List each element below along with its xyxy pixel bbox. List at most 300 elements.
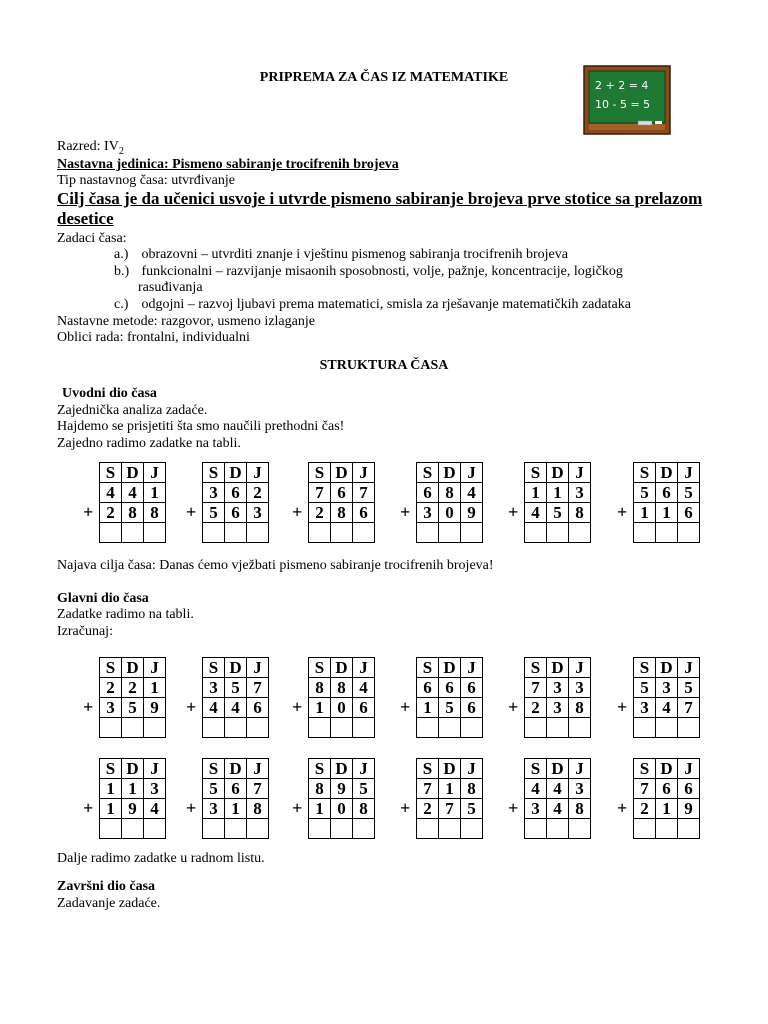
place-header: S bbox=[525, 759, 547, 779]
addition-problem bbox=[292, 758, 375, 839]
place-header: S bbox=[634, 658, 656, 678]
digit-cell: 3 bbox=[203, 483, 225, 503]
digit-grid bbox=[633, 758, 700, 839]
digit-cell: 3 bbox=[569, 779, 591, 799]
place-header: D bbox=[656, 463, 678, 483]
answer-cell[interactable] bbox=[461, 819, 483, 839]
place-header: J bbox=[353, 759, 375, 779]
intro-heading: Uvodni dio časa bbox=[62, 386, 157, 401]
digit-cell: 9 bbox=[678, 799, 700, 819]
plus-sign: + bbox=[400, 798, 411, 818]
digit-grid bbox=[524, 758, 591, 839]
answer-cell[interactable] bbox=[247, 718, 269, 738]
place-header: S bbox=[525, 658, 547, 678]
digit-grid bbox=[202, 657, 269, 738]
digit-cell: 8 bbox=[439, 483, 461, 503]
chalkboard-line-2: 10 - 5 = 5 bbox=[595, 98, 651, 111]
digit-cell: 3 bbox=[203, 678, 225, 698]
digit-cell: 7 bbox=[439, 799, 461, 819]
digit-cell: 6 bbox=[353, 503, 375, 523]
digit-cell: 3 bbox=[656, 678, 678, 698]
place-header: J bbox=[678, 463, 700, 483]
digit-cell: 1 bbox=[144, 678, 166, 698]
addition-problem bbox=[508, 657, 591, 738]
place-header: S bbox=[634, 463, 656, 483]
digit-cell: 3 bbox=[203, 799, 225, 819]
task-c-label: c.) bbox=[114, 297, 129, 312]
place-header: D bbox=[547, 463, 569, 483]
place-header: D bbox=[331, 463, 353, 483]
addition-problem bbox=[617, 462, 700, 543]
answer-cell[interactable] bbox=[634, 523, 656, 543]
answer-cell[interactable] bbox=[656, 819, 678, 839]
intro-line-3: Zajedno radimo zadatke na tabli. bbox=[57, 436, 241, 451]
place-header: S bbox=[417, 658, 439, 678]
digit-cell: 9 bbox=[331, 779, 353, 799]
digit-cell: 1 bbox=[144, 483, 166, 503]
digit-grid bbox=[524, 462, 591, 543]
place-header: D bbox=[122, 759, 144, 779]
digit-cell: 1 bbox=[309, 799, 331, 819]
digit-cell: 5 bbox=[203, 503, 225, 523]
digit-cell: 2 bbox=[247, 483, 269, 503]
answer-cell[interactable] bbox=[656, 523, 678, 543]
addition-problem bbox=[292, 462, 375, 543]
digit-cell: 8 bbox=[144, 503, 166, 523]
lesson-type: Tip nastavnog časa: utvrđivanje bbox=[57, 173, 235, 188]
answer-cell[interactable] bbox=[569, 523, 591, 543]
answer-cell[interactable] bbox=[331, 819, 353, 839]
final-line: Zadavanje zadaće. bbox=[57, 896, 161, 911]
answer-cell[interactable] bbox=[203, 718, 225, 738]
grade-subscript: 2 bbox=[118, 145, 124, 157]
place-header: S bbox=[417, 463, 439, 483]
digit-cell: 3 bbox=[569, 483, 591, 503]
answer-cell[interactable] bbox=[525, 718, 547, 738]
addition-problem bbox=[186, 462, 269, 543]
answer-cell[interactable] bbox=[634, 819, 656, 839]
plus-sign: + bbox=[292, 502, 303, 522]
task-c bbox=[114, 296, 631, 313]
place-header: D bbox=[439, 463, 461, 483]
plus-sign: + bbox=[508, 798, 519, 818]
task-a-text: obrazovni – utvrditi znanje i vještinu pismenog sabiranja trocifrenih brojeva bbox=[141, 247, 568, 262]
digit-cell: 7 bbox=[417, 779, 439, 799]
digit-cell: 9 bbox=[461, 503, 483, 523]
digit-cell: 2 bbox=[525, 698, 547, 718]
digit-cell: 1 bbox=[656, 503, 678, 523]
digit-cell: 8 bbox=[569, 503, 591, 523]
digit-cell: 3 bbox=[634, 698, 656, 718]
digit-cell: 6 bbox=[353, 698, 375, 718]
place-header: J bbox=[247, 759, 269, 779]
digit-cell: 6 bbox=[417, 678, 439, 698]
place-header: S bbox=[203, 658, 225, 678]
digit-cell: 5 bbox=[353, 779, 375, 799]
place-header: S bbox=[634, 759, 656, 779]
plus-sign: + bbox=[508, 502, 519, 522]
answer-cell[interactable] bbox=[525, 819, 547, 839]
digit-cell: 2 bbox=[634, 799, 656, 819]
lesson-goal: Cilj časa je da učenici usvoje i utvrde pismeno sabiranje brojeva prve stotice sa prelazom desetice bbox=[57, 189, 703, 228]
answer-cell[interactable] bbox=[309, 523, 331, 543]
digit-cell: 9 bbox=[122, 799, 144, 819]
place-header: J bbox=[678, 759, 700, 779]
plus-sign: + bbox=[617, 798, 628, 818]
answer-cell[interactable] bbox=[100, 718, 122, 738]
work-forms: Oblici rada: frontalni, individualni bbox=[57, 330, 250, 345]
answer-cell[interactable] bbox=[439, 523, 461, 543]
plus-sign: + bbox=[292, 798, 303, 818]
digit-cell: 6 bbox=[461, 678, 483, 698]
plus-sign: + bbox=[617, 697, 628, 717]
digit-grid bbox=[202, 462, 269, 543]
digit-cell: 6 bbox=[678, 503, 700, 523]
digit-cell: 5 bbox=[678, 483, 700, 503]
answer-cell[interactable] bbox=[331, 718, 353, 738]
addition-problem bbox=[400, 657, 483, 738]
main-heading: Glavni dio časa bbox=[57, 591, 149, 606]
place-header: S bbox=[309, 463, 331, 483]
digit-cell: 5 bbox=[461, 799, 483, 819]
answer-cell[interactable] bbox=[122, 523, 144, 543]
digit-cell: 8 bbox=[309, 678, 331, 698]
digit-cell: 4 bbox=[525, 779, 547, 799]
digit-cell: 1 bbox=[656, 799, 678, 819]
digit-cell: 1 bbox=[417, 698, 439, 718]
digit-cell: 6 bbox=[225, 779, 247, 799]
digit-cell: 7 bbox=[247, 678, 269, 698]
place-header: J bbox=[569, 759, 591, 779]
digit-cell: 4 bbox=[122, 483, 144, 503]
place-header: D bbox=[547, 759, 569, 779]
workbook-note: Dalje radimo zadatke u radnom listu. bbox=[57, 851, 265, 866]
digit-cell: 5 bbox=[634, 483, 656, 503]
answer-cell[interactable] bbox=[417, 523, 439, 543]
plus-sign: + bbox=[186, 697, 197, 717]
place-header: D bbox=[547, 658, 569, 678]
digit-cell: 8 bbox=[122, 503, 144, 523]
digit-cell: 3 bbox=[569, 678, 591, 698]
place-header: D bbox=[331, 658, 353, 678]
plus-sign: + bbox=[400, 502, 411, 522]
digit-grid bbox=[633, 462, 700, 543]
place-header: J bbox=[461, 463, 483, 483]
place-header: S bbox=[309, 658, 331, 678]
digit-cell: 7 bbox=[247, 779, 269, 799]
answer-cell[interactable] bbox=[547, 718, 569, 738]
answer-cell[interactable] bbox=[122, 718, 144, 738]
place-header: J bbox=[247, 658, 269, 678]
digit-cell: 8 bbox=[461, 779, 483, 799]
digit-cell: 8 bbox=[331, 678, 353, 698]
digit-cell: 6 bbox=[678, 779, 700, 799]
digit-cell: 6 bbox=[247, 698, 269, 718]
plus-sign: + bbox=[292, 697, 303, 717]
answer-cell[interactable] bbox=[678, 523, 700, 543]
place-header: S bbox=[309, 759, 331, 779]
plus-sign: + bbox=[83, 697, 94, 717]
digit-cell: 1 bbox=[309, 698, 331, 718]
answer-cell[interactable] bbox=[439, 718, 461, 738]
digit-grid bbox=[99, 462, 166, 543]
addition-problem bbox=[186, 758, 269, 839]
plus-sign: + bbox=[508, 697, 519, 717]
place-header: D bbox=[225, 658, 247, 678]
answer-cell[interactable] bbox=[203, 819, 225, 839]
answer-cell[interactable] bbox=[353, 523, 375, 543]
digit-cell: 8 bbox=[569, 799, 591, 819]
answer-cell[interactable] bbox=[569, 819, 591, 839]
digit-cell: 5 bbox=[634, 678, 656, 698]
intro-line-1: Zajednička analiza zadaće. bbox=[57, 403, 208, 418]
answer-cell[interactable] bbox=[247, 523, 269, 543]
digit-cell: 6 bbox=[417, 483, 439, 503]
digit-cell: 8 bbox=[569, 698, 591, 718]
methods: Nastavne metode: razgovor, usmeno izlaganje bbox=[57, 314, 315, 329]
place-header: J bbox=[569, 463, 591, 483]
digit-grid bbox=[308, 758, 375, 839]
digit-cell: 5 bbox=[203, 779, 225, 799]
digit-cell: 8 bbox=[331, 503, 353, 523]
answer-cell[interactable] bbox=[461, 523, 483, 543]
task-a-label: a.) bbox=[114, 247, 129, 262]
plus-sign: + bbox=[186, 798, 197, 818]
page-title: PRIPREMA ZA ČAS IZ MATEMATIKE bbox=[259, 70, 509, 85]
plus-sign: + bbox=[83, 502, 94, 522]
digit-cell: 0 bbox=[331, 698, 353, 718]
answer-cell[interactable] bbox=[122, 819, 144, 839]
place-header: S bbox=[100, 658, 122, 678]
place-header: D bbox=[439, 759, 461, 779]
digit-cell: 4 bbox=[144, 799, 166, 819]
goal-announcement: Najava cilja časa: Danas ćemo vježbati pismeno sabiranje trocifrenih brojeva! bbox=[57, 558, 494, 573]
answer-cell[interactable] bbox=[525, 523, 547, 543]
digit-cell: 2 bbox=[100, 678, 122, 698]
digit-grid bbox=[416, 462, 483, 543]
addition-problem bbox=[83, 758, 166, 839]
place-header: J bbox=[569, 658, 591, 678]
digit-cell: 6 bbox=[331, 483, 353, 503]
answer-cell[interactable] bbox=[309, 819, 331, 839]
plus-sign: + bbox=[186, 502, 197, 522]
place-header: J bbox=[461, 759, 483, 779]
digit-cell: 6 bbox=[225, 503, 247, 523]
answer-cell[interactable] bbox=[225, 819, 247, 839]
digit-cell: 3 bbox=[547, 678, 569, 698]
answer-cell[interactable] bbox=[417, 819, 439, 839]
main-line-2: Izračunaj: bbox=[57, 624, 113, 639]
addition-problem bbox=[83, 657, 166, 738]
digit-cell: 4 bbox=[461, 483, 483, 503]
digit-cell: 3 bbox=[247, 503, 269, 523]
addition-problem bbox=[186, 657, 269, 738]
digit-grid bbox=[202, 758, 269, 839]
digit-grid bbox=[308, 657, 375, 738]
structure-title: STRUKTURA ČASA bbox=[319, 358, 449, 373]
answer-cell[interactable] bbox=[547, 523, 569, 543]
digit-cell: 7 bbox=[353, 483, 375, 503]
digit-cell: 8 bbox=[353, 799, 375, 819]
digit-cell: 3 bbox=[547, 698, 569, 718]
intro-line-2: Hajdemo se prisjetiti šta smo naučili prethodni čas! bbox=[57, 419, 345, 434]
answer-cell[interactable] bbox=[417, 718, 439, 738]
digit-cell: 1 bbox=[225, 799, 247, 819]
addition-problem bbox=[508, 758, 591, 839]
answer-cell[interactable] bbox=[678, 819, 700, 839]
digit-cell: 4 bbox=[547, 799, 569, 819]
answer-cell[interactable] bbox=[678, 718, 700, 738]
digit-cell: 1 bbox=[122, 779, 144, 799]
digit-cell: 2 bbox=[309, 503, 331, 523]
answer-cell[interactable] bbox=[144, 523, 166, 543]
digit-cell: 8 bbox=[247, 799, 269, 819]
place-header: D bbox=[656, 759, 678, 779]
task-a bbox=[114, 246, 568, 263]
digit-cell: 6 bbox=[225, 483, 247, 503]
answer-cell[interactable] bbox=[225, 718, 247, 738]
digit-cell: 5 bbox=[122, 698, 144, 718]
digit-cell: 2 bbox=[417, 799, 439, 819]
answer-cell[interactable] bbox=[439, 819, 461, 839]
digit-cell: 1 bbox=[100, 799, 122, 819]
place-header: J bbox=[678, 658, 700, 678]
answer-cell[interactable] bbox=[203, 523, 225, 543]
place-header: J bbox=[144, 759, 166, 779]
place-header: J bbox=[144, 463, 166, 483]
digit-grid bbox=[99, 657, 166, 738]
digit-cell: 4 bbox=[100, 483, 122, 503]
grade-label: Razred: IV bbox=[57, 139, 119, 154]
digit-cell: 1 bbox=[634, 503, 656, 523]
digit-cell: 1 bbox=[547, 483, 569, 503]
answer-cell[interactable] bbox=[144, 819, 166, 839]
place-header: J bbox=[353, 463, 375, 483]
place-header: S bbox=[417, 759, 439, 779]
digit-cell: 3 bbox=[417, 503, 439, 523]
digit-cell: 1 bbox=[525, 483, 547, 503]
place-header: S bbox=[525, 463, 547, 483]
answer-cell[interactable] bbox=[461, 718, 483, 738]
digit-cell: 3 bbox=[100, 698, 122, 718]
digit-grid bbox=[416, 657, 483, 738]
digit-cell: 7 bbox=[525, 678, 547, 698]
lesson-unit: Nastavna jedinica: Pismeno sabiranje trocifrenih brojeva bbox=[57, 157, 399, 172]
digit-cell: 6 bbox=[461, 698, 483, 718]
digit-cell: 4 bbox=[225, 698, 247, 718]
digit-cell: 6 bbox=[439, 678, 461, 698]
answer-cell[interactable] bbox=[353, 718, 375, 738]
plus-sign: + bbox=[617, 502, 628, 522]
answer-cell[interactable] bbox=[144, 718, 166, 738]
place-header: D bbox=[225, 759, 247, 779]
addition-problem bbox=[617, 758, 700, 839]
place-header: J bbox=[247, 463, 269, 483]
digit-cell: 4 bbox=[656, 698, 678, 718]
digit-cell: 0 bbox=[439, 503, 461, 523]
digit-cell: 4 bbox=[353, 678, 375, 698]
tasks-label: Zadaci časa: bbox=[57, 231, 127, 246]
digit-cell: 1 bbox=[439, 779, 461, 799]
place-header: J bbox=[461, 658, 483, 678]
addition-problem bbox=[400, 758, 483, 839]
place-header: S bbox=[203, 759, 225, 779]
digit-cell: 1 bbox=[100, 779, 122, 799]
addition-problem bbox=[400, 462, 483, 543]
place-header: D bbox=[225, 463, 247, 483]
place-header: S bbox=[100, 463, 122, 483]
place-header: D bbox=[122, 463, 144, 483]
answer-cell[interactable] bbox=[100, 819, 122, 839]
digit-cell: 7 bbox=[309, 483, 331, 503]
main-line-1: Zadatke radimo na tabli. bbox=[57, 607, 194, 622]
digit-cell: 5 bbox=[678, 678, 700, 698]
digit-cell: 4 bbox=[547, 779, 569, 799]
digit-cell: 3 bbox=[144, 779, 166, 799]
plus-sign: + bbox=[83, 798, 94, 818]
place-header: D bbox=[122, 658, 144, 678]
digit-cell: 4 bbox=[203, 698, 225, 718]
answer-cell[interactable] bbox=[247, 819, 269, 839]
place-header: D bbox=[439, 658, 461, 678]
answer-cell[interactable] bbox=[656, 718, 678, 738]
answer-cell[interactable] bbox=[547, 819, 569, 839]
digit-cell: 6 bbox=[656, 779, 678, 799]
addition-problem bbox=[83, 462, 166, 543]
digit-cell: 0 bbox=[331, 799, 353, 819]
answer-cell[interactable] bbox=[225, 523, 247, 543]
answer-cell[interactable] bbox=[331, 523, 353, 543]
task-b-label: b.) bbox=[114, 264, 130, 279]
digit-cell: 7 bbox=[678, 698, 700, 718]
plus-sign: + bbox=[400, 697, 411, 717]
task-b-text: funkcionalni – razvijanje misaonih sposobnosti, volje, pažnje, koncentracije, logičkog bbox=[141, 264, 623, 279]
digit-grid bbox=[308, 462, 375, 543]
place-header: D bbox=[656, 658, 678, 678]
answer-cell[interactable] bbox=[309, 718, 331, 738]
answer-cell[interactable] bbox=[569, 718, 591, 738]
digit-cell: 7 bbox=[634, 779, 656, 799]
addition-problem bbox=[292, 657, 375, 738]
answer-cell[interactable] bbox=[634, 718, 656, 738]
final-heading: Završni dio časa bbox=[57, 879, 156, 894]
digit-cell: 6 bbox=[656, 483, 678, 503]
place-header: S bbox=[203, 463, 225, 483]
addition-problem bbox=[508, 462, 591, 543]
addition-problem bbox=[617, 657, 700, 738]
digit-grid bbox=[99, 758, 166, 839]
digit-grid bbox=[416, 758, 483, 839]
digit-cell: 5 bbox=[225, 678, 247, 698]
place-header: J bbox=[353, 658, 375, 678]
task-b bbox=[114, 263, 623, 280]
answer-cell[interactable] bbox=[100, 523, 122, 543]
answer-cell[interactable] bbox=[353, 819, 375, 839]
digit-cell: 9 bbox=[144, 698, 166, 718]
chalkboard-icon bbox=[583, 64, 673, 140]
place-header: S bbox=[100, 759, 122, 779]
digit-cell: 8 bbox=[309, 779, 331, 799]
digit-cell: 5 bbox=[547, 503, 569, 523]
digit-cell: 2 bbox=[122, 678, 144, 698]
chalkboard-line-1: 2 + 2 = 4 bbox=[595, 79, 649, 92]
digit-cell: 2 bbox=[100, 503, 122, 523]
digit-cell: 5 bbox=[439, 698, 461, 718]
digit-cell: 4 bbox=[525, 503, 547, 523]
digit-cell: 3 bbox=[525, 799, 547, 819]
task-c-text: odgojni – razvoj ljubavi prema matematici, smisla za rješavanje matematičkih zadataka bbox=[141, 297, 631, 312]
digit-grid bbox=[633, 657, 700, 738]
